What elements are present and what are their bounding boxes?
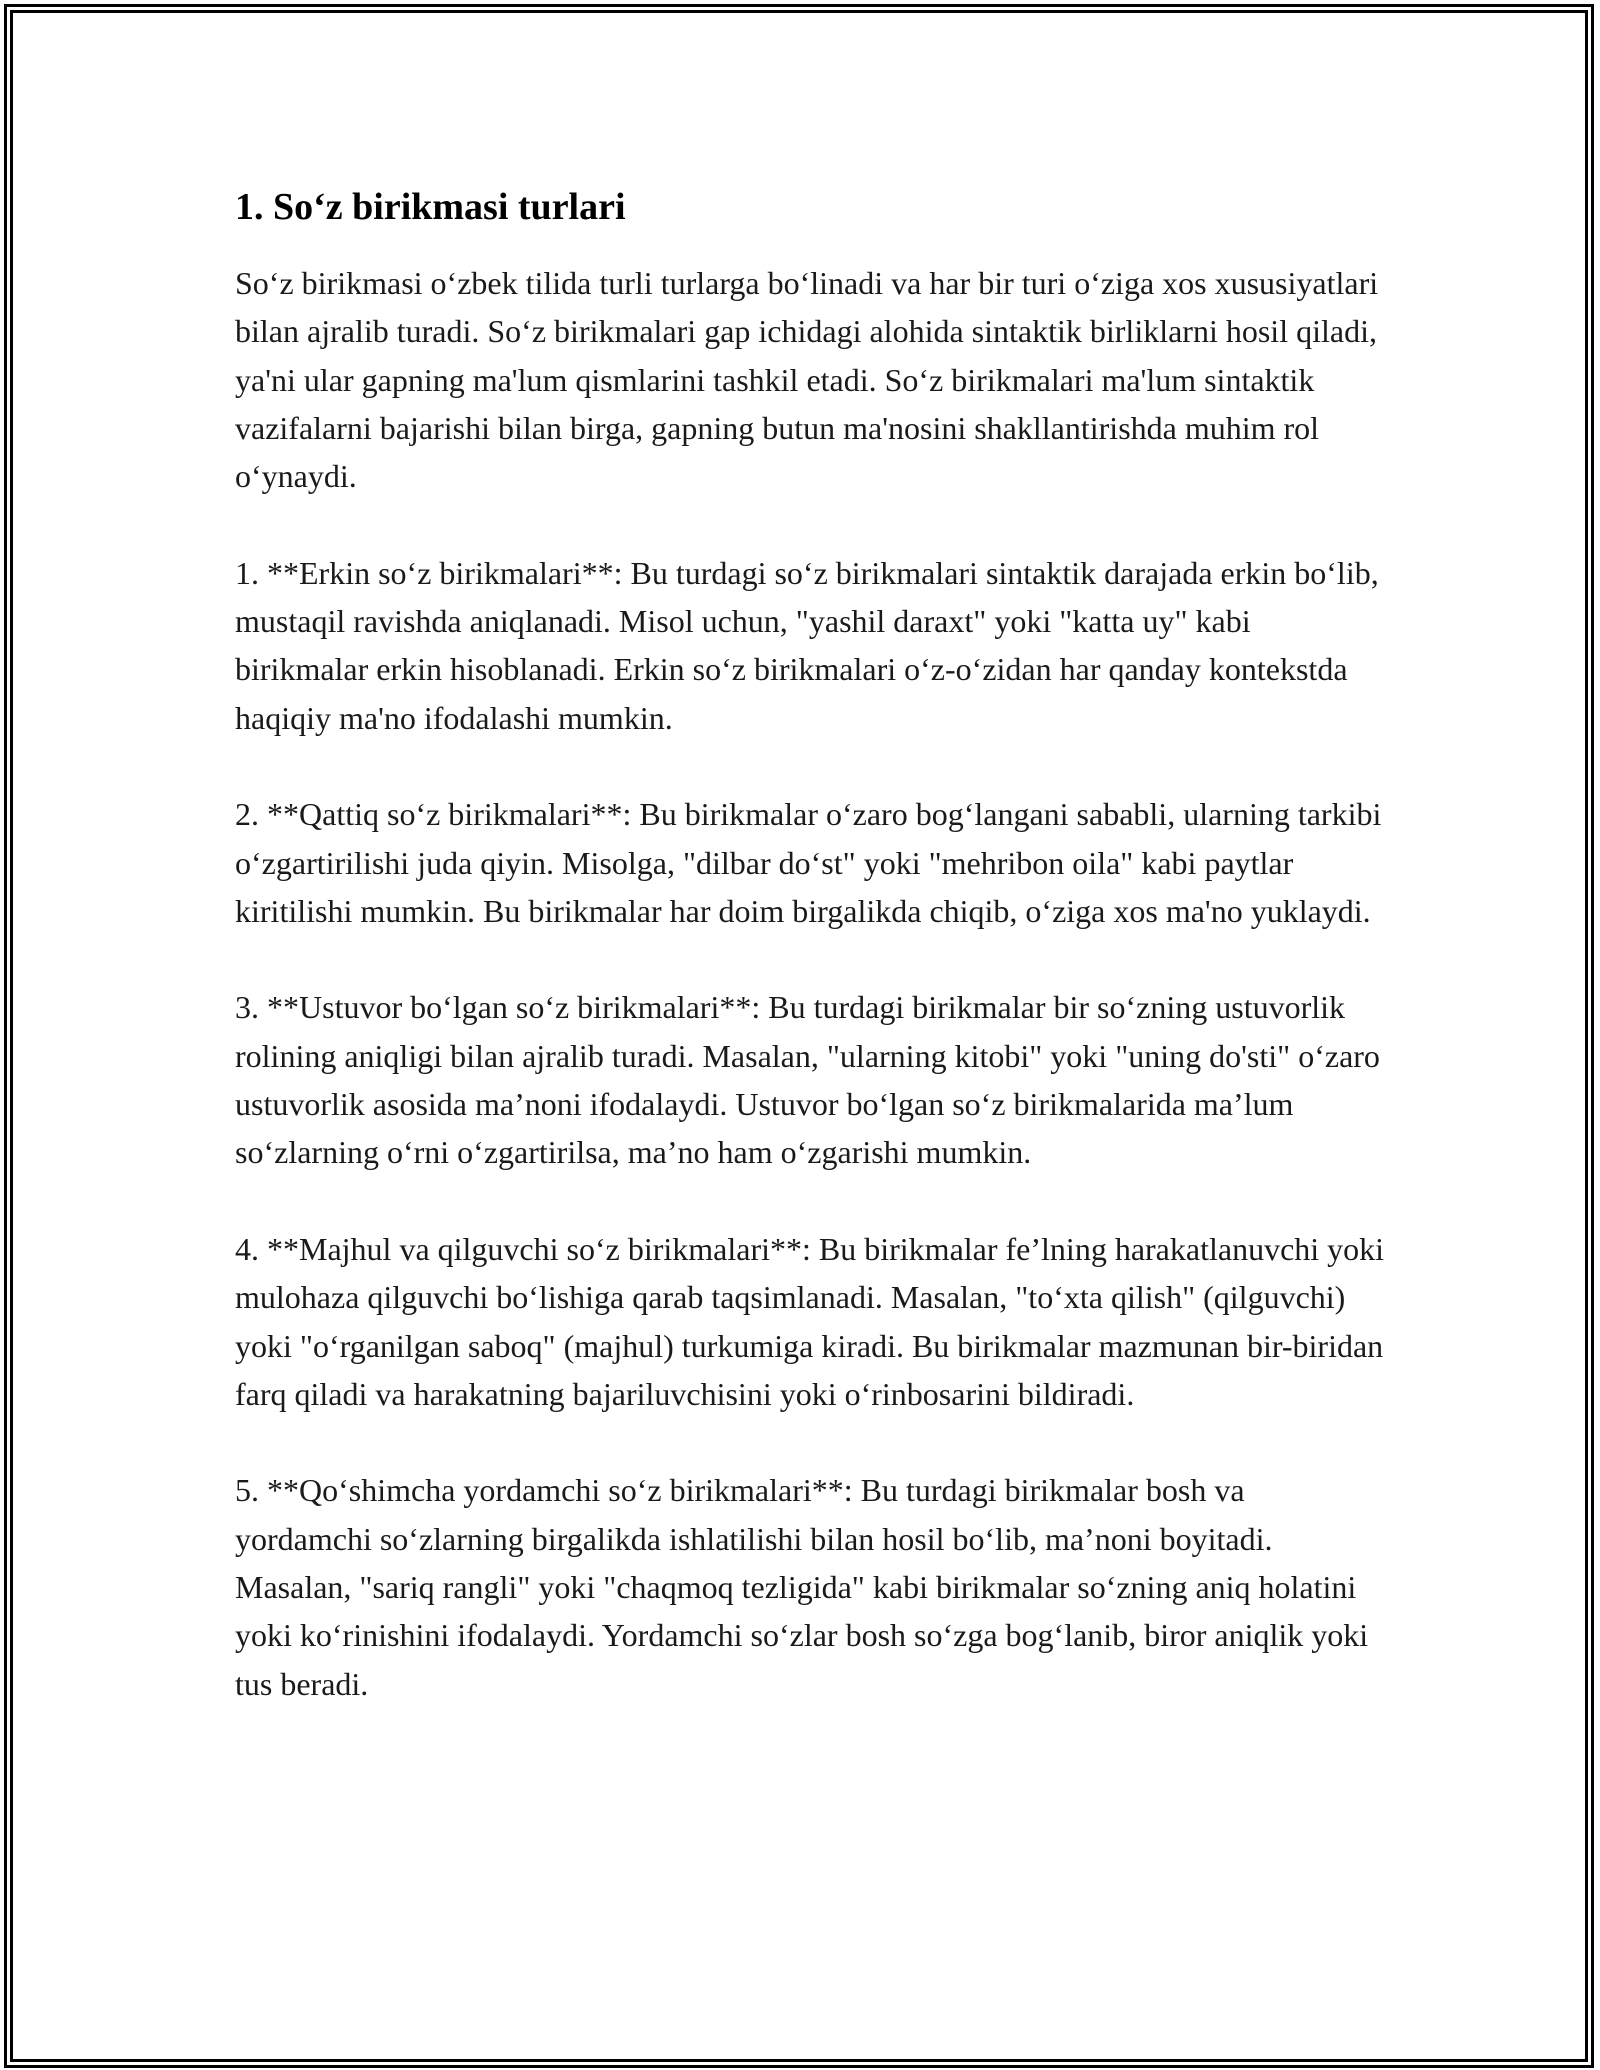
paragraph-qattiq: 2. **Qattiq so‘z birikmalari**: Bu birikmalar o‘zaro bog‘langani sababli, ularning tarkibi o‘zgartirilishi juda qiyin. Misolga, "dilbar do‘st" yoki "mehribon oila" kabi paytlar kiritilishi mumkin. Bu birikmalar har doim birgalikda chiqib, o‘ziga xos ma'no yuklaydi. xyxy=(235,796,1382,929)
paragraph-majhul: 4. **Majhul va qilguvchi so‘z birikmalari**: Bu birikmalar fe’lning harakatlanuvchi yoki mulohaza qilguvchi bo‘lishiga qarab taqsimlanadi. Masalan, "to‘xta qilish" (qilguvchi) yoki "o‘rganilgan saboq" (majhul) turkumiga kiradi. Bu birikmalar mazmunan bir-biridan farq qiladi va harakatning bajariluvchisini yoki o‘rinbosarini bildiradi. xyxy=(235,1230,1385,1412)
paragraph-yordamchi: 5. **Qo‘shimcha yordamchi so‘z birikmalari**: Bu turdagi birikmalar bosh va yordamchi so‘zlarning birgalikda ishlatilishi bilan hosil bo‘lib, ma’noni boyitadi. Masalan, "sariq rangli" yoki "chaqmoq tezligida" kabi birikmalar so‘zning aniq holatini yoki ko‘rinishini ifodalaydi. Yordamchi so‘zlar bosh so‘zga bog‘lanib, biror aniqlik yoki tus beradi. xyxy=(235,1472,1369,1702)
paragraph-erkin: 1. **Erkin so‘z birikmalari**: Bu turdagi so‘z birikmalari sintaktik darajada erkin bo‘lib, mustaqil ravishda aniqlanadi. Misol uchun, "yashil daraxt" yoki "katta uy" kabi birikmalar erkin hisoblanadi. Erkin so‘z birikmalari o‘z-o‘zidan har qanday kontekstda haqiqiy ma'no ifodalashi mumkin. xyxy=(235,554,1379,736)
paragraph-ustuvor: 3. **Ustuvor bo‘lgan so‘z birikmalari**: Bu turdagi birikmalar bir so‘zning ustuvorlik rolining aniqligi bilan ajralib turadi. Masalan, "ularning kitobi" yoki "uning do'sti" o‘zaro ustuvorlik asosida ma’noni ifodalaydi. Ustuvor bo‘lgan so‘z birikmalarida ma’lum so‘zlarning o‘rni o‘zgartirilsa, ma’no ham o‘zgarishi mumkin. xyxy=(235,989,1380,1171)
document-title: 1. So‘z birikmasi turlari xyxy=(235,186,626,228)
document-body xyxy=(235,183,1385,1756)
intro-paragraph: So‘z birikmasi o‘zbek tilida turli turlarga bo‘linadi va har bir turi o‘ziga xos xususiyatlari bilan ajralib turadi. So‘z birikmalari gap ichidagi alohida sintaktik birliklarni hosil qiladi, ya'ni ular gapning ma'lum qismlarini tashkil etadi. So‘z birikmalari ma'lum sintaktik vazifalarni bajarishi bilan birga, gapning butun ma'nosini shakllantirishda muhim rol o‘ynaydi. xyxy=(235,265,1379,495)
